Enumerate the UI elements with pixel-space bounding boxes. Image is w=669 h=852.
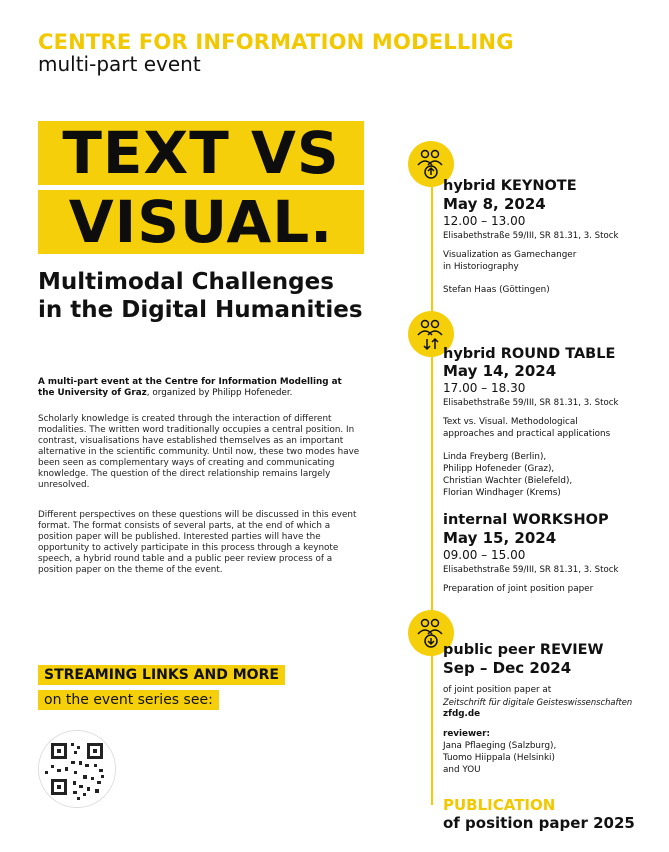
subtitle-line-1: Multimodal Challenges: [38, 269, 334, 295]
event-2-description: [443, 416, 663, 499]
journal-link[interactable]: zfdg.de: [443, 709, 481, 719]
event-3-time: 09.00 – 15.00: [443, 548, 526, 562]
event-2-line: approaches and practical applications: [443, 429, 611, 439]
event-2-speaker: Linda Freyberg (Berlin),: [443, 452, 547, 462]
reviewer: and YOU: [443, 765, 481, 775]
event-1-description: [443, 249, 663, 296]
event-3-description: Preparation of joint position paper: [443, 584, 594, 594]
reviewer-label: reviewer:: [443, 729, 490, 739]
event-4-title: public peer REVIEW: [443, 642, 604, 658]
event-2-line: Text vs. Visual. Methodological: [443, 417, 578, 427]
streaming-heading: STREAMING LINKS AND MORE: [38, 665, 285, 685]
publication-sub: of position paper 2025: [443, 814, 635, 832]
reviewer: Tuomo Hiippala (Helsinki): [443, 753, 555, 763]
qr-code-icon[interactable]: [38, 730, 116, 808]
subtitle-line-2: in the Digital Humanities: [38, 297, 363, 323]
intro-rest: , organized by Philipp Hofeneder.: [146, 388, 293, 398]
event-2-date: May 14, 2024: [443, 362, 557, 380]
event-3-date: May 15, 2024: [443, 529, 557, 547]
event-2-place: Elisabethstraße 59/III, SR 81.31, 3. Stock: [443, 398, 619, 408]
event-1-speaker: Stefan Haas (Göttingen): [443, 285, 550, 295]
event-1-line: Visualization as Gamechanger: [443, 250, 577, 260]
event-1-place: Elisabethstraße 59/III, SR 81.31, 3. Stock: [443, 231, 619, 241]
paragraph-1: Scholarly knowledge is created through the interaction of different modalities. The written word traditionally occupies a central position. In contrast, visualisations have established themselves as an important alternative in the scientific community. Until now, these two modes have been seen as complementary ways of creating and communicating knowledge. The question of the direct relationship remains largely unresolved.: [38, 414, 360, 490]
intro-text: [38, 377, 358, 399]
event-4-date: Sep – Dec 2024: [443, 659, 572, 677]
event-1-title: hybrid KEYNOTE: [443, 178, 577, 194]
event-1-date: May 8, 2024: [443, 195, 546, 213]
org-name: CENTRE FOR INFORMATION MODELLING: [38, 30, 514, 54]
subtitle: [38, 268, 363, 324]
streaming-subheading: on the event series see:: [38, 690, 219, 710]
event-2-speaker: Christian Wachter (Bielefeld),: [443, 476, 573, 486]
event-2-speaker: Philipp Hofeneder (Graz),: [443, 464, 555, 474]
event-3-place: Elisabethstraße 59/III, SR 81.31, 3. Stock: [443, 565, 619, 575]
intro-bold: A multi-part event at the Centre for Information Modelling at the University of Graz: [38, 377, 342, 398]
event-2-time: 17.00 – 18.30: [443, 381, 526, 395]
publication-label: PUBLICATION: [443, 796, 556, 814]
paragraph-2: Different perspectives on these questions will be discussed in this event format. The format consists of several parts, at the end of which a position paper will be published. Interested parties will have the opportunity to actively participate in this process through a keynote speech, a hybrid round table and a public peer review process of a position paper on the theme of the event.: [38, 510, 357, 575]
event-1-line: in Historiography: [443, 262, 519, 272]
event-4-description: [443, 684, 668, 776]
event-1-time: 12.00 – 13.00: [443, 214, 526, 228]
event-4-line: of joint position paper at: [443, 685, 552, 695]
event-2-title: hybrid ROUND TABLE: [443, 346, 616, 362]
title-line-1: TEXT VS: [38, 121, 364, 185]
journal-name: Zeitschrift für digitale Geisteswissenschaften: [443, 697, 633, 707]
event-3-title: internal WORKSHOP: [443, 512, 609, 528]
timeline-line: [431, 175, 433, 805]
title-line-2: VISUAL.: [38, 190, 364, 254]
reviewer: Jana Pflaeging (Salzburg),: [443, 741, 557, 751]
event-type: multi-part event: [38, 52, 201, 76]
event-2-speaker: Florian Windhager (Krems): [443, 488, 561, 498]
